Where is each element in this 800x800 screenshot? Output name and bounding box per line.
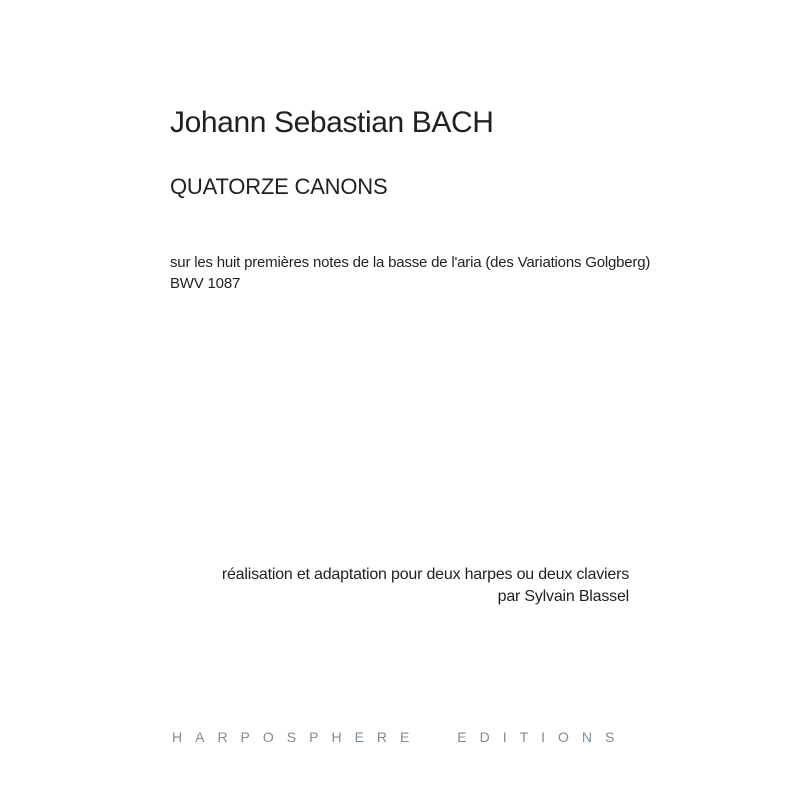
catalog-number: BWV 1087 bbox=[170, 275, 241, 292]
composer-name: Johann Sebastian BACH bbox=[170, 106, 494, 139]
arrangement-credit-line: réalisation et adaptation pour deux harpes ou deux claviers bbox=[221, 566, 629, 583]
arrangement-credits bbox=[222, 564, 629, 608]
publisher-imprint: HARPOSPHERE EDITIONS bbox=[172, 729, 628, 745]
arranger-name: par Sylvain Blassel bbox=[497, 588, 629, 605]
subtitle-line: sur les huit premières notes de la basse de l'aria (des Variations Golgberg) bbox=[170, 254, 651, 271]
work-title: QUATORZE CANONS bbox=[170, 174, 388, 199]
work-subtitle bbox=[170, 252, 650, 294]
